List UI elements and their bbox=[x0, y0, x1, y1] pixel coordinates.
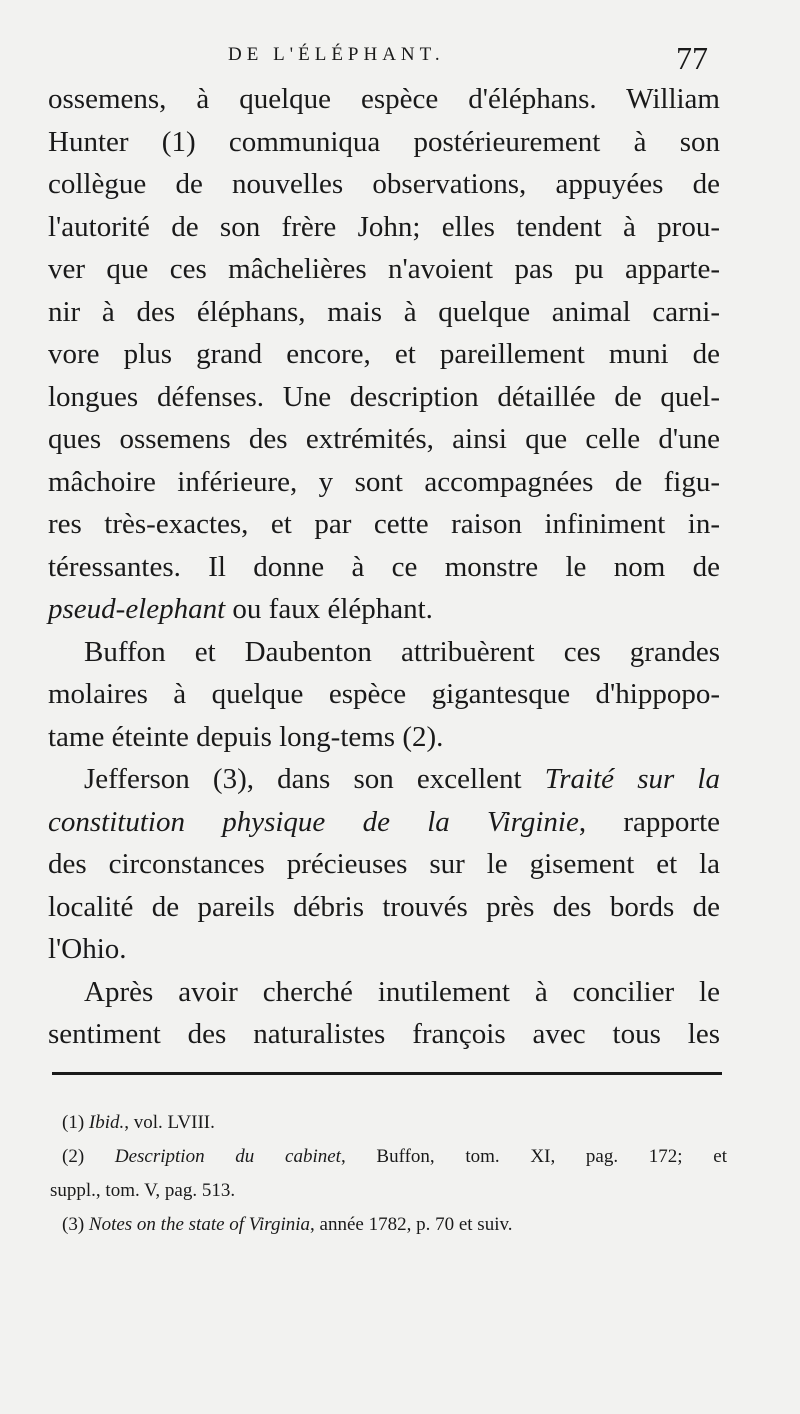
page-number: 77 bbox=[676, 40, 708, 76]
text-line: longues défenses. Une description détaillée de quel- bbox=[48, 380, 720, 413]
text-line: vore plus grand encore, et pareillement muni de bbox=[48, 338, 720, 370]
footnote-1: (1) Ibid., vol. LVIII. bbox=[62, 1112, 215, 1133]
text-line: sentiment des naturalistes françois avec tous les bbox=[48, 1018, 720, 1050]
text-line: ver que ces mâchelières n'avoient pas pu apparte- bbox=[48, 253, 720, 285]
text-line: pseud-elephant ou faux éléphant. bbox=[48, 593, 433, 625]
text-line: Après avoir cherché inutilement à concilier le bbox=[84, 975, 720, 1008]
text-line: Buffon et Daubenton attribuèrent ces grandes bbox=[84, 635, 720, 668]
footnote-3: (3) Notes on the state of Virginia, année 1782, p. 70 et suiv. bbox=[62, 1214, 513, 1235]
text-line: mâchoire inférieure, y sont accompagnées de figu- bbox=[48, 465, 720, 498]
text-line: Hunter (1) communiqua postérieurement à son bbox=[48, 125, 720, 158]
running-title: DE L'ÉLÉPHANT. bbox=[228, 44, 445, 65]
text-line: constitution physique de la Virginie, rapporte bbox=[48, 805, 720, 838]
footnote-2-continued: suppl., tom. V, pag. 513. bbox=[50, 1180, 236, 1201]
footnote-2: (2) Description du cabinet, Buffon, tom. XI, pag. 172; et bbox=[62, 1146, 728, 1167]
text-line: ossemens, à quelque espèce d'éléphans. William bbox=[48, 83, 720, 115]
text-line: l'Ohio. bbox=[48, 933, 127, 965]
text-line: res très-exactes, et par cette raison infiniment in- bbox=[48, 508, 720, 540]
footnotes bbox=[50, 1106, 728, 1242]
text-line: téressantes. Il donne à ce monstre le nom de bbox=[48, 550, 720, 583]
text-line: des circonstances précieuses sur le gisement et la bbox=[48, 848, 720, 880]
text-line: collègue de nouvelles observations, appuyées de bbox=[48, 168, 720, 200]
text-line: nir à des éléphans, mais à quelque animal carni- bbox=[48, 295, 720, 328]
italic-title: constitution physique de la Virginie bbox=[48, 805, 579, 838]
text-line: tame éteinte depuis long-tems (2). bbox=[48, 720, 444, 753]
text-line: l'autorité de son frère John; elles tendent à prou- bbox=[48, 210, 720, 243]
page-header bbox=[0, 40, 800, 80]
text-line: ques ossemens des extrémités, ainsi que celle d'une bbox=[48, 423, 720, 455]
text-line: localité de pareils débris trouvés près des bords de bbox=[48, 890, 720, 923]
italic-title: Traité sur la bbox=[544, 763, 720, 795]
text-line: Jefferson (3), dans son excellent Traité sur la bbox=[84, 763, 720, 795]
footnote-rule bbox=[52, 1072, 722, 1075]
italic-term: pseud-elephant bbox=[48, 593, 226, 625]
text-line: molaires à quelque espèce gigantesque d'hippopo- bbox=[48, 678, 720, 710]
body-text bbox=[48, 78, 720, 1056]
